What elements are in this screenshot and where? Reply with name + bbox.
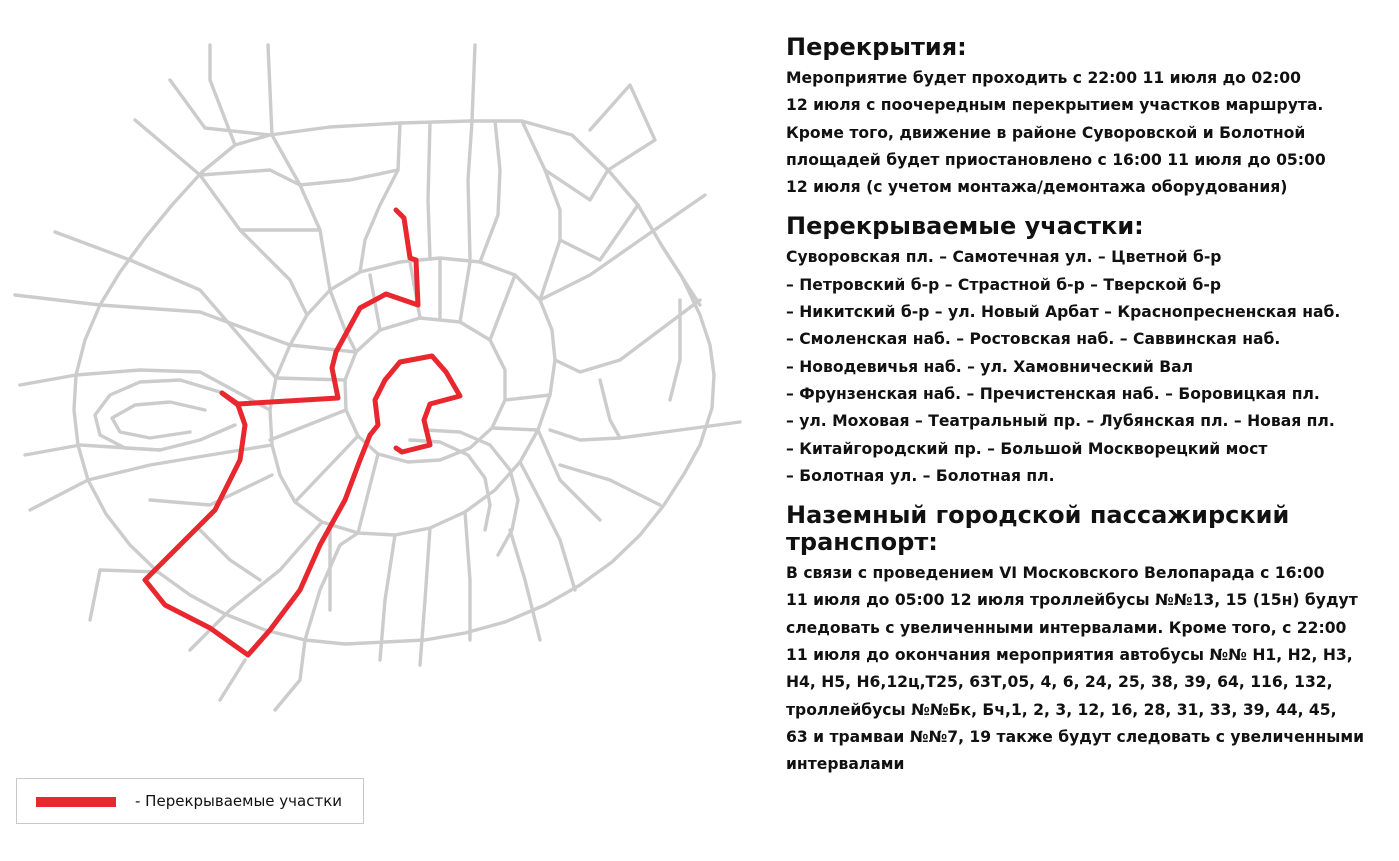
legend-swatch-closure xyxy=(36,797,116,807)
transport-title-line2: транспорт: xyxy=(786,528,938,557)
transport-line: 63 и трамваи №№7, 19 также будут следовать с увеличенными xyxy=(786,727,1364,746)
closures-line: площадей будет приостановлено с 16:00 11 июля до 05:00 xyxy=(786,150,1326,169)
transport-line: 11 июля до окончания мероприятия автобусы №№ Н1, Н2, Н3, xyxy=(786,646,1353,665)
radial-road xyxy=(465,512,470,640)
radial-road xyxy=(662,246,700,305)
radial-road xyxy=(540,195,705,300)
radial-road xyxy=(25,445,160,455)
river-arc-inner xyxy=(410,440,490,530)
radial-road xyxy=(670,300,680,400)
street xyxy=(492,428,538,430)
river-loop-west-inner xyxy=(112,402,205,438)
street xyxy=(220,660,245,700)
street xyxy=(300,170,398,185)
sections-title: Перекрываемые участки: xyxy=(786,212,1144,241)
closure-route xyxy=(370,356,460,452)
radial-road xyxy=(420,528,430,665)
legend-label: - Перекрываемые участки xyxy=(135,792,343,810)
transport-line: следовать с увеличенными интервалами. Кроме того, с 22:00 xyxy=(786,618,1347,637)
sections-section xyxy=(786,213,1386,490)
closures-section xyxy=(786,34,1386,201)
map-legend xyxy=(16,778,364,824)
list-item: – Никитский б-р – ул. Новый Арбат – Краснопресненская наб. xyxy=(786,303,1341,322)
street xyxy=(560,205,638,260)
radial-road xyxy=(550,422,740,440)
list-item: – ул. Моховая – Театральный пр. – Лубянская пл. – Новая пл. xyxy=(786,412,1335,431)
radial-road xyxy=(268,45,330,290)
radial-road xyxy=(360,123,400,272)
closures-line: 12 июля с поочередным перекрытием участков маршрута. xyxy=(786,96,1324,115)
list-item: – Новодевичья наб. – ул. Хамовнический Вал xyxy=(786,357,1194,376)
list-item: – Китайгородский пр. – Большой Москворецкий мост xyxy=(786,439,1268,458)
street xyxy=(358,454,378,533)
street xyxy=(200,170,300,185)
radial-road xyxy=(510,530,540,640)
transport-line: троллейбусы №№Бк, Бч,1, 2, 3, 12, 16, 28, 31, 33, 39, 44, 45, xyxy=(786,700,1337,719)
radial-road xyxy=(520,462,575,590)
closures-title: Перекрытия: xyxy=(786,33,967,61)
list-item: – Петровский б-р – Страстной б-р – Тверской б-р xyxy=(786,275,1222,294)
closures-line: Кроме того, движение в районе Суворовской и Болотной xyxy=(786,123,1306,142)
street xyxy=(460,262,470,322)
radial-road xyxy=(522,121,560,300)
transport-line: Н4, Н5, Н6,12ц,Т25, 63Т,05, 4, 6, 24, 25, 38, 39, 64, 116, 132, xyxy=(786,673,1333,692)
radial-road xyxy=(590,85,655,170)
transport-text xyxy=(786,560,1386,778)
info-panel xyxy=(786,34,1386,779)
list-item: – Смоленская наб. – Ростовская наб. – Саввинская наб. xyxy=(786,330,1281,349)
closures-line: 12 июля (с учетом монтажа/демонтажа оборудования) xyxy=(786,178,1288,197)
closures-line: Мероприятие будет проходить с 22:00 11 июля до 02:00 xyxy=(786,69,1301,87)
outer-ring-road xyxy=(74,121,714,644)
radial-road xyxy=(468,45,475,258)
radial-road xyxy=(600,380,620,438)
radial-road xyxy=(428,123,430,258)
radial-road xyxy=(15,295,290,345)
street xyxy=(290,345,356,352)
radial-road xyxy=(480,121,500,262)
street xyxy=(270,410,346,440)
sections-list xyxy=(786,244,1386,490)
radial-road xyxy=(560,465,660,505)
inner-ring-road xyxy=(270,258,555,535)
street xyxy=(490,275,515,340)
transport-line: 11 июля до 05:00 12 июля троллейбусы №№13, 15 (15н) будут xyxy=(786,591,1358,610)
list-item: Суворовская пл. – Самотечная ул. – Цветной б-р xyxy=(786,248,1222,267)
transport-section xyxy=(786,502,1386,778)
transport-line: В связи с проведением VI Московского Велопарада с 16:00 xyxy=(786,564,1325,583)
list-item: – Фрунзенская наб. – Пречистенская наб. – Боровицкая пл. xyxy=(786,384,1320,403)
street xyxy=(150,475,272,505)
street xyxy=(505,395,550,400)
closures-text xyxy=(786,65,1386,201)
transport-line: интервалами xyxy=(786,755,905,774)
street xyxy=(200,530,260,580)
transport-title-line1: Наземный городской пассажирский xyxy=(786,501,1290,530)
list-item: – Болотная ул. – Болотная пл. xyxy=(786,466,1055,485)
